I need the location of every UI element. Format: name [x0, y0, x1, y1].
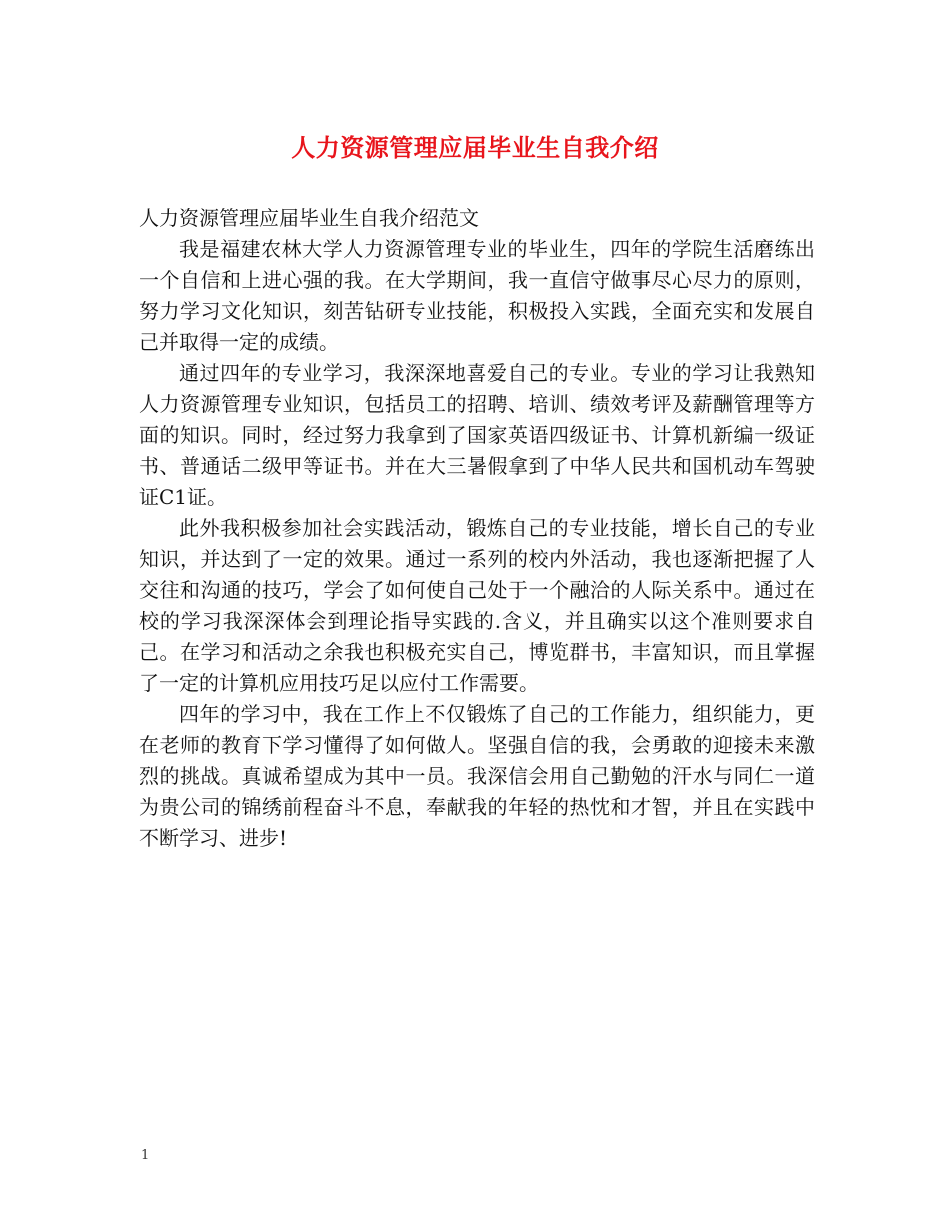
paragraph: 通过四年的专业学习，我深深地喜爱自己的专业。专业的学习让我熟知人力资源管理专业知识，包括员工的招聘、培训、绩效考评及薪酬管理等方面的知识。同时，经过努力我拿到了国家英语四级证书、计算机新编一级证书、普通话二级甲等证书。并在大三暑假拿到了中华人民共和国机动车驾驶证C1证。 [139, 361, 815, 509]
document-subtitle: 人力资源管理应届毕业生自我介绍范文 [139, 206, 479, 230]
page-number: 1 [141, 1148, 150, 1163]
paragraph: 四年的学习中，我在工作上不仅锻炼了自己的工作能力，组织能力，更在老师的教育下学习懂得了如何做人。坚强自信的我，会勇敢的迎接未来激烈的挑战。真诚希望成为其中一员。我深信会用自己勤勉的汗水与同仁一道为贵公司的锦绣前程奋斗不息，奉献我的年轻的热忱和才智，并且在实践中不断学习、进步! [139, 702, 815, 850]
document-title: 人力资源管理应届毕业生自我介绍 [291, 133, 659, 162]
paragraph: 我是福建农林大学人力资源管理专业的毕业生，四年的学院生活磨练出一个自信和上进心强的我。在大学期间，我一直信守做事尽心尽力的原则，努力学习文化知识，刻苦钻研专业技能，积极投入实践，全面充实和发展自己并取得一定的成绩。 [139, 237, 815, 354]
paragraph: 此外我积极参加社会实践活动，锻炼自己的专业技能，增长自己的专业知识，并达到了一定的效果。通过一系列的校内外活动，我也逐渐把握了人交往和沟通的技巧，学会了如何使自己处于一个融洽的人际关系中。通过在校的学习我深深体会到理论指导实践的.含义，并且确实以这个准则要求自己。在学习和活动之余我也积极充实自己，博览群书，丰富知识，而且掌握了一定的计算机应用技巧足以应付工作需要。 [139, 516, 815, 695]
document-body [139, 203, 815, 854]
